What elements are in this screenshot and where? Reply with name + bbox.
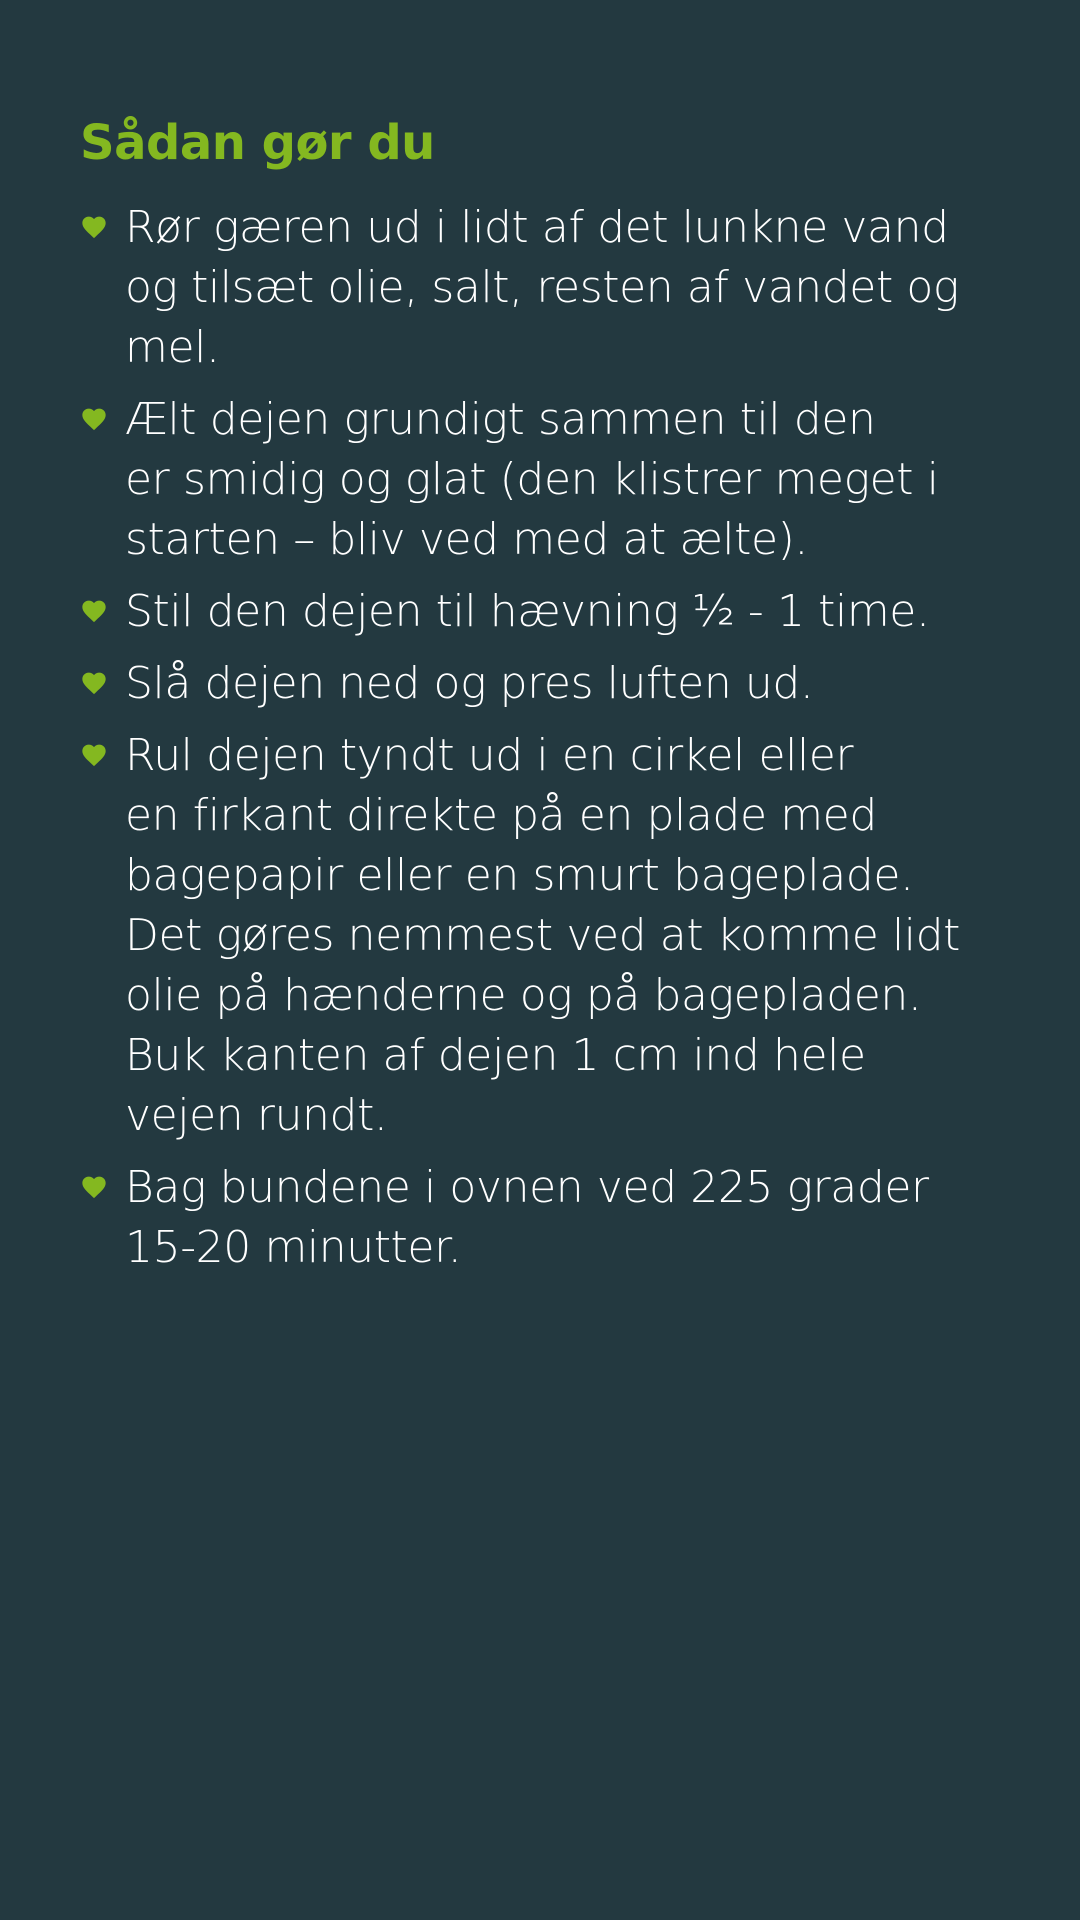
list-item xyxy=(80,582,1010,642)
heart-icon xyxy=(80,669,108,697)
list-item xyxy=(80,198,1010,378)
step-text: Rul dejen tyndt ud i en cirkel eller en firkant direkte på en plade med bagepapir eller en smurt bageplade. Det gøres nemmest ved at komme lidt olie på hænderne og på bagepladen. Buk kanten af dejen 1 cm ind hele vejen rundt. xyxy=(125,730,960,1141)
heart-icon xyxy=(80,213,108,241)
heart-icon xyxy=(80,1173,108,1201)
step-text: Stil den dejen til hævning ½ - 1 time. xyxy=(125,586,930,637)
steps-list xyxy=(80,198,1010,1278)
list-item xyxy=(80,1158,1010,1278)
list-item xyxy=(80,654,1010,714)
list-item xyxy=(80,390,1010,570)
step-text: Slå dejen ned og pres luften ud. xyxy=(125,658,814,709)
section-title: Sådan gør du xyxy=(80,115,435,171)
heart-icon xyxy=(80,597,108,625)
heart-icon xyxy=(80,741,108,769)
step-text: Ælt dejen grundigt sammen til den er smidig og glat (den klistrer meget i starten – bliv ved med at ælte). xyxy=(125,394,939,565)
step-text: Bag bundene i ovnen ved 225 grader 15-20 minutter. xyxy=(125,1162,929,1273)
step-text: Rør gæren ud i lidt af det lunkne vand og tilsæt olie, salt, resten af vandet og mel. xyxy=(125,202,959,373)
heart-icon xyxy=(80,405,108,433)
list-item xyxy=(80,726,1010,1146)
